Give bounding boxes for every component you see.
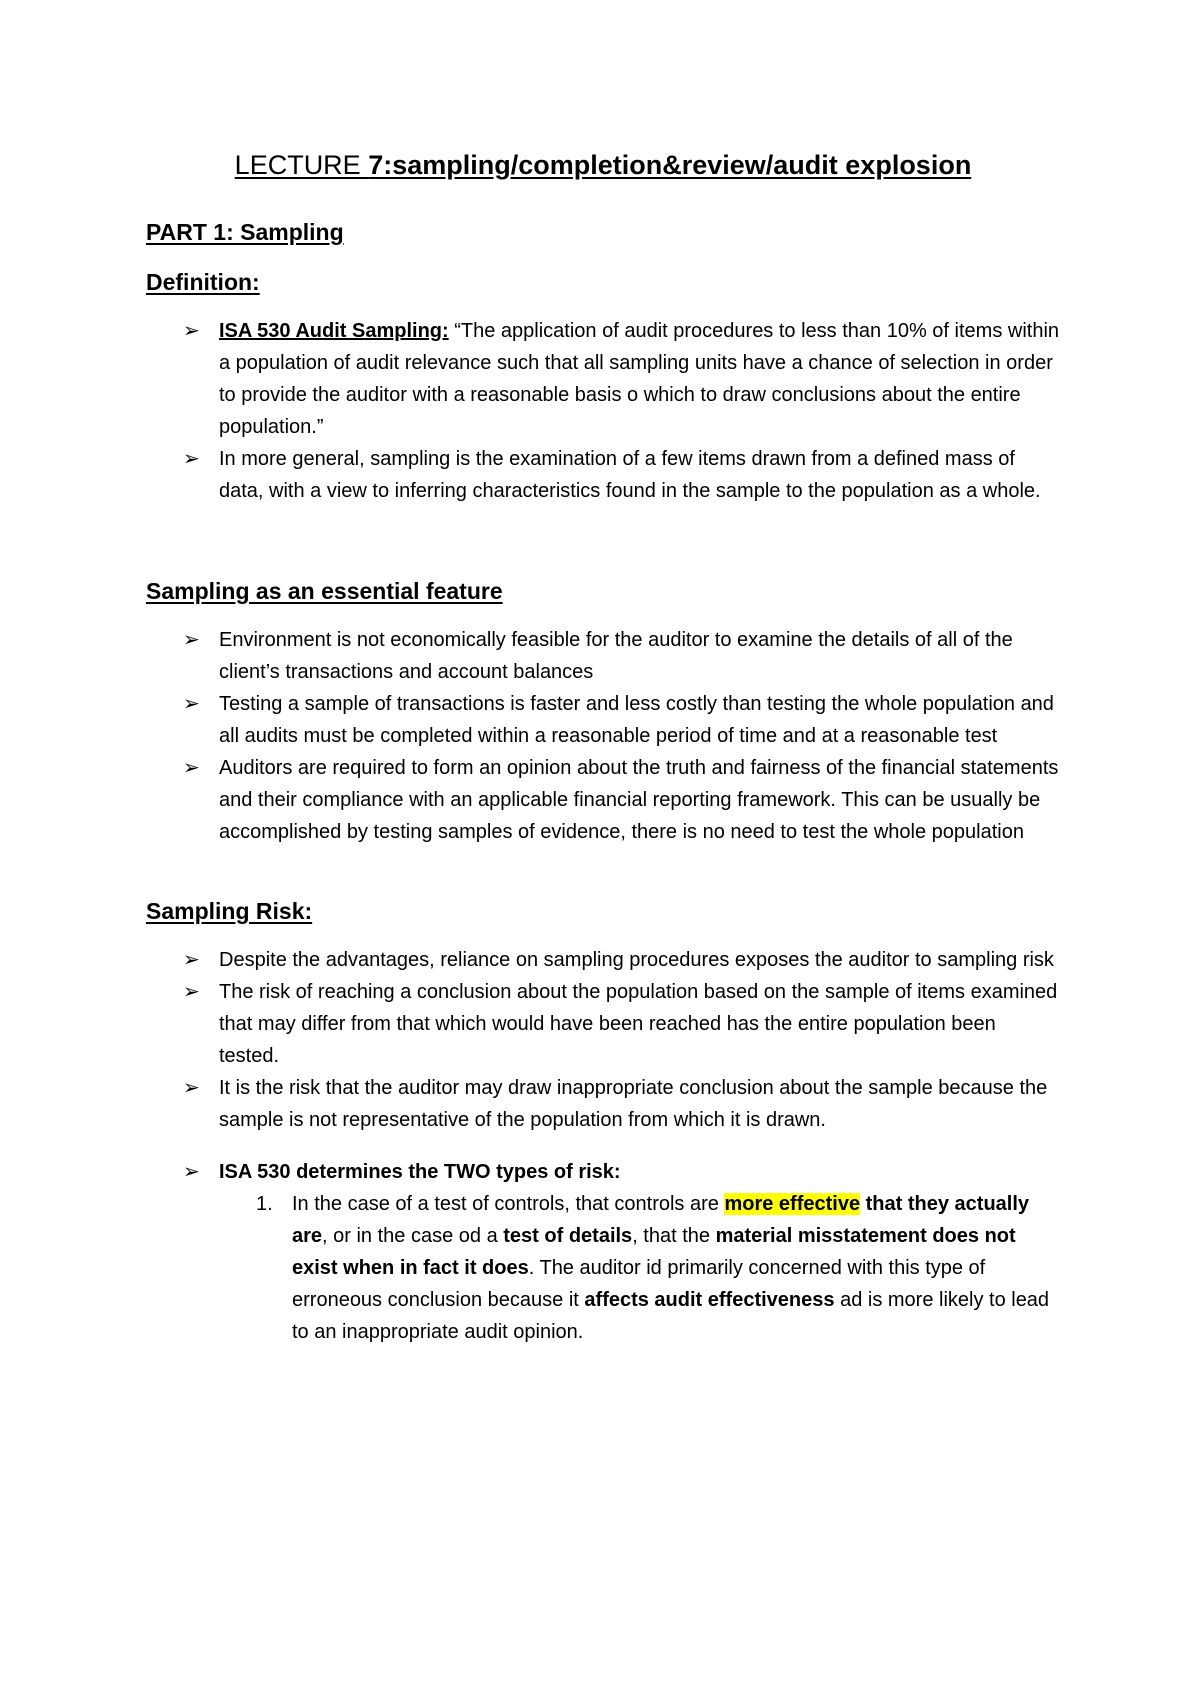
spacer	[146, 507, 1060, 576]
title-bold-part: 7:sampling/completion&review/audit explosion	[368, 150, 972, 180]
risk-type-text: , that the	[632, 1225, 716, 1247]
list-item	[146, 752, 1060, 848]
definition-list	[146, 315, 1060, 507]
list-item	[146, 315, 1060, 443]
bold-text: test of details	[503, 1225, 633, 1247]
arrow-bullet-icon: ➢	[183, 693, 200, 715]
risk-type-text: ad is more likely to lead to an inappropriate audit opinion.	[292, 1289, 1050, 1343]
arrow-bullet-icon: ➢	[183, 629, 200, 651]
essential-feature-list	[146, 624, 1060, 848]
arrow-bullet-icon: ➢	[183, 320, 200, 342]
sampling-risk-heading: Sampling Risk:	[146, 898, 313, 924]
list-item	[146, 688, 1060, 752]
list-item-text: Auditors are required to form an opinion about the truth and fairness of the financial statements and their compliance with an applicable financial reporting framework. This can be usually be accomplished by testing samples of evidence, there is no need to test the whole population	[219, 757, 1059, 843]
list-item-text: Despite the advantages, reliance on sampling procedures exposes the auditor to sampling risk	[219, 949, 1054, 971]
arrow-bullet-icon: ➢	[183, 448, 200, 470]
arrow-bullet-icon: ➢	[183, 757, 200, 779]
essential-feature-heading: Sampling as an essential feature	[146, 578, 503, 604]
list-item	[146, 944, 1060, 976]
risk-type-text: , or in the case od a	[322, 1225, 504, 1247]
list-item-text: Environment is not economically feasible for the auditor to examine the details of all of the client’s transactions and account balances	[219, 629, 1013, 683]
sampling-risk-list	[146, 944, 1060, 1136]
bold-text: affects audit effectiveness	[584, 1289, 835, 1311]
list-item-text: It is the risk that the auditor may draw inappropriate conclusion about the sample because the sample is not representative of the population from which it is drawn.	[219, 1077, 1048, 1131]
definition-text: “The application of audit procedures to less than 10% of items within a population of audit relevance such that all sampling units have a chance of selection in order to provide the auditor with a reasonable basis o which to draw conclusions about the entire population.”	[219, 320, 1060, 438]
part-1-heading: PART 1: Sampling	[146, 219, 344, 245]
highlighted-text: more effective	[724, 1193, 861, 1215]
spacer	[146, 1136, 1060, 1156]
list-item	[146, 1156, 1060, 1188]
bold-text: material misstatement does not exist when in fact it does	[292, 1225, 1016, 1279]
list-item-text: The risk of reaching a conclusion about the population based on the sample of items examined that may differ from that which would have been reached has the entire population been tested.	[219, 981, 1058, 1067]
risk-type-text: In the case of a test of controls, that controls are	[292, 1193, 725, 1215]
risk-types-heading: ISA 530 determines the TWO types of risk:	[219, 1161, 621, 1183]
risk-type-text: . The auditor id primarily concerned with this type of erroneous conclusion because it	[292, 1257, 986, 1311]
bold-text: that they actually are	[292, 1193, 1030, 1247]
isa-530-label: ISA 530 Audit Sampling:	[219, 320, 449, 342]
risk-types-list	[146, 1156, 1060, 1188]
list-item	[146, 976, 1060, 1072]
list-item-text: Testing a sample of transactions is faster and less costly than testing the whole population and all audits must be completed within a reasonable period of time and at a reasonable test	[219, 693, 1054, 747]
title-normal-part: LECTURE	[234, 150, 369, 180]
risk-types-numbered-list	[146, 1188, 1060, 1348]
document-title	[146, 148, 1060, 182]
list-item	[146, 443, 1060, 507]
arrow-bullet-icon: ➢	[183, 981, 200, 1003]
list-item	[146, 1072, 1060, 1136]
spacer	[146, 848, 1060, 896]
arrow-bullet-icon: ➢	[183, 949, 200, 971]
list-item	[146, 1188, 1060, 1348]
arrow-bullet-icon: ➢	[183, 1161, 200, 1183]
arrow-bullet-icon: ➢	[183, 1077, 200, 1099]
definition-heading: Definition:	[146, 269, 260, 295]
list-item	[146, 624, 1060, 688]
list-number: 1.	[256, 1193, 273, 1215]
definition-text: In more general, sampling is the examination of a few items drawn from a defined mass of data, with a view to inferring characteristics found in the sample to the population as a whole.	[219, 448, 1041, 502]
